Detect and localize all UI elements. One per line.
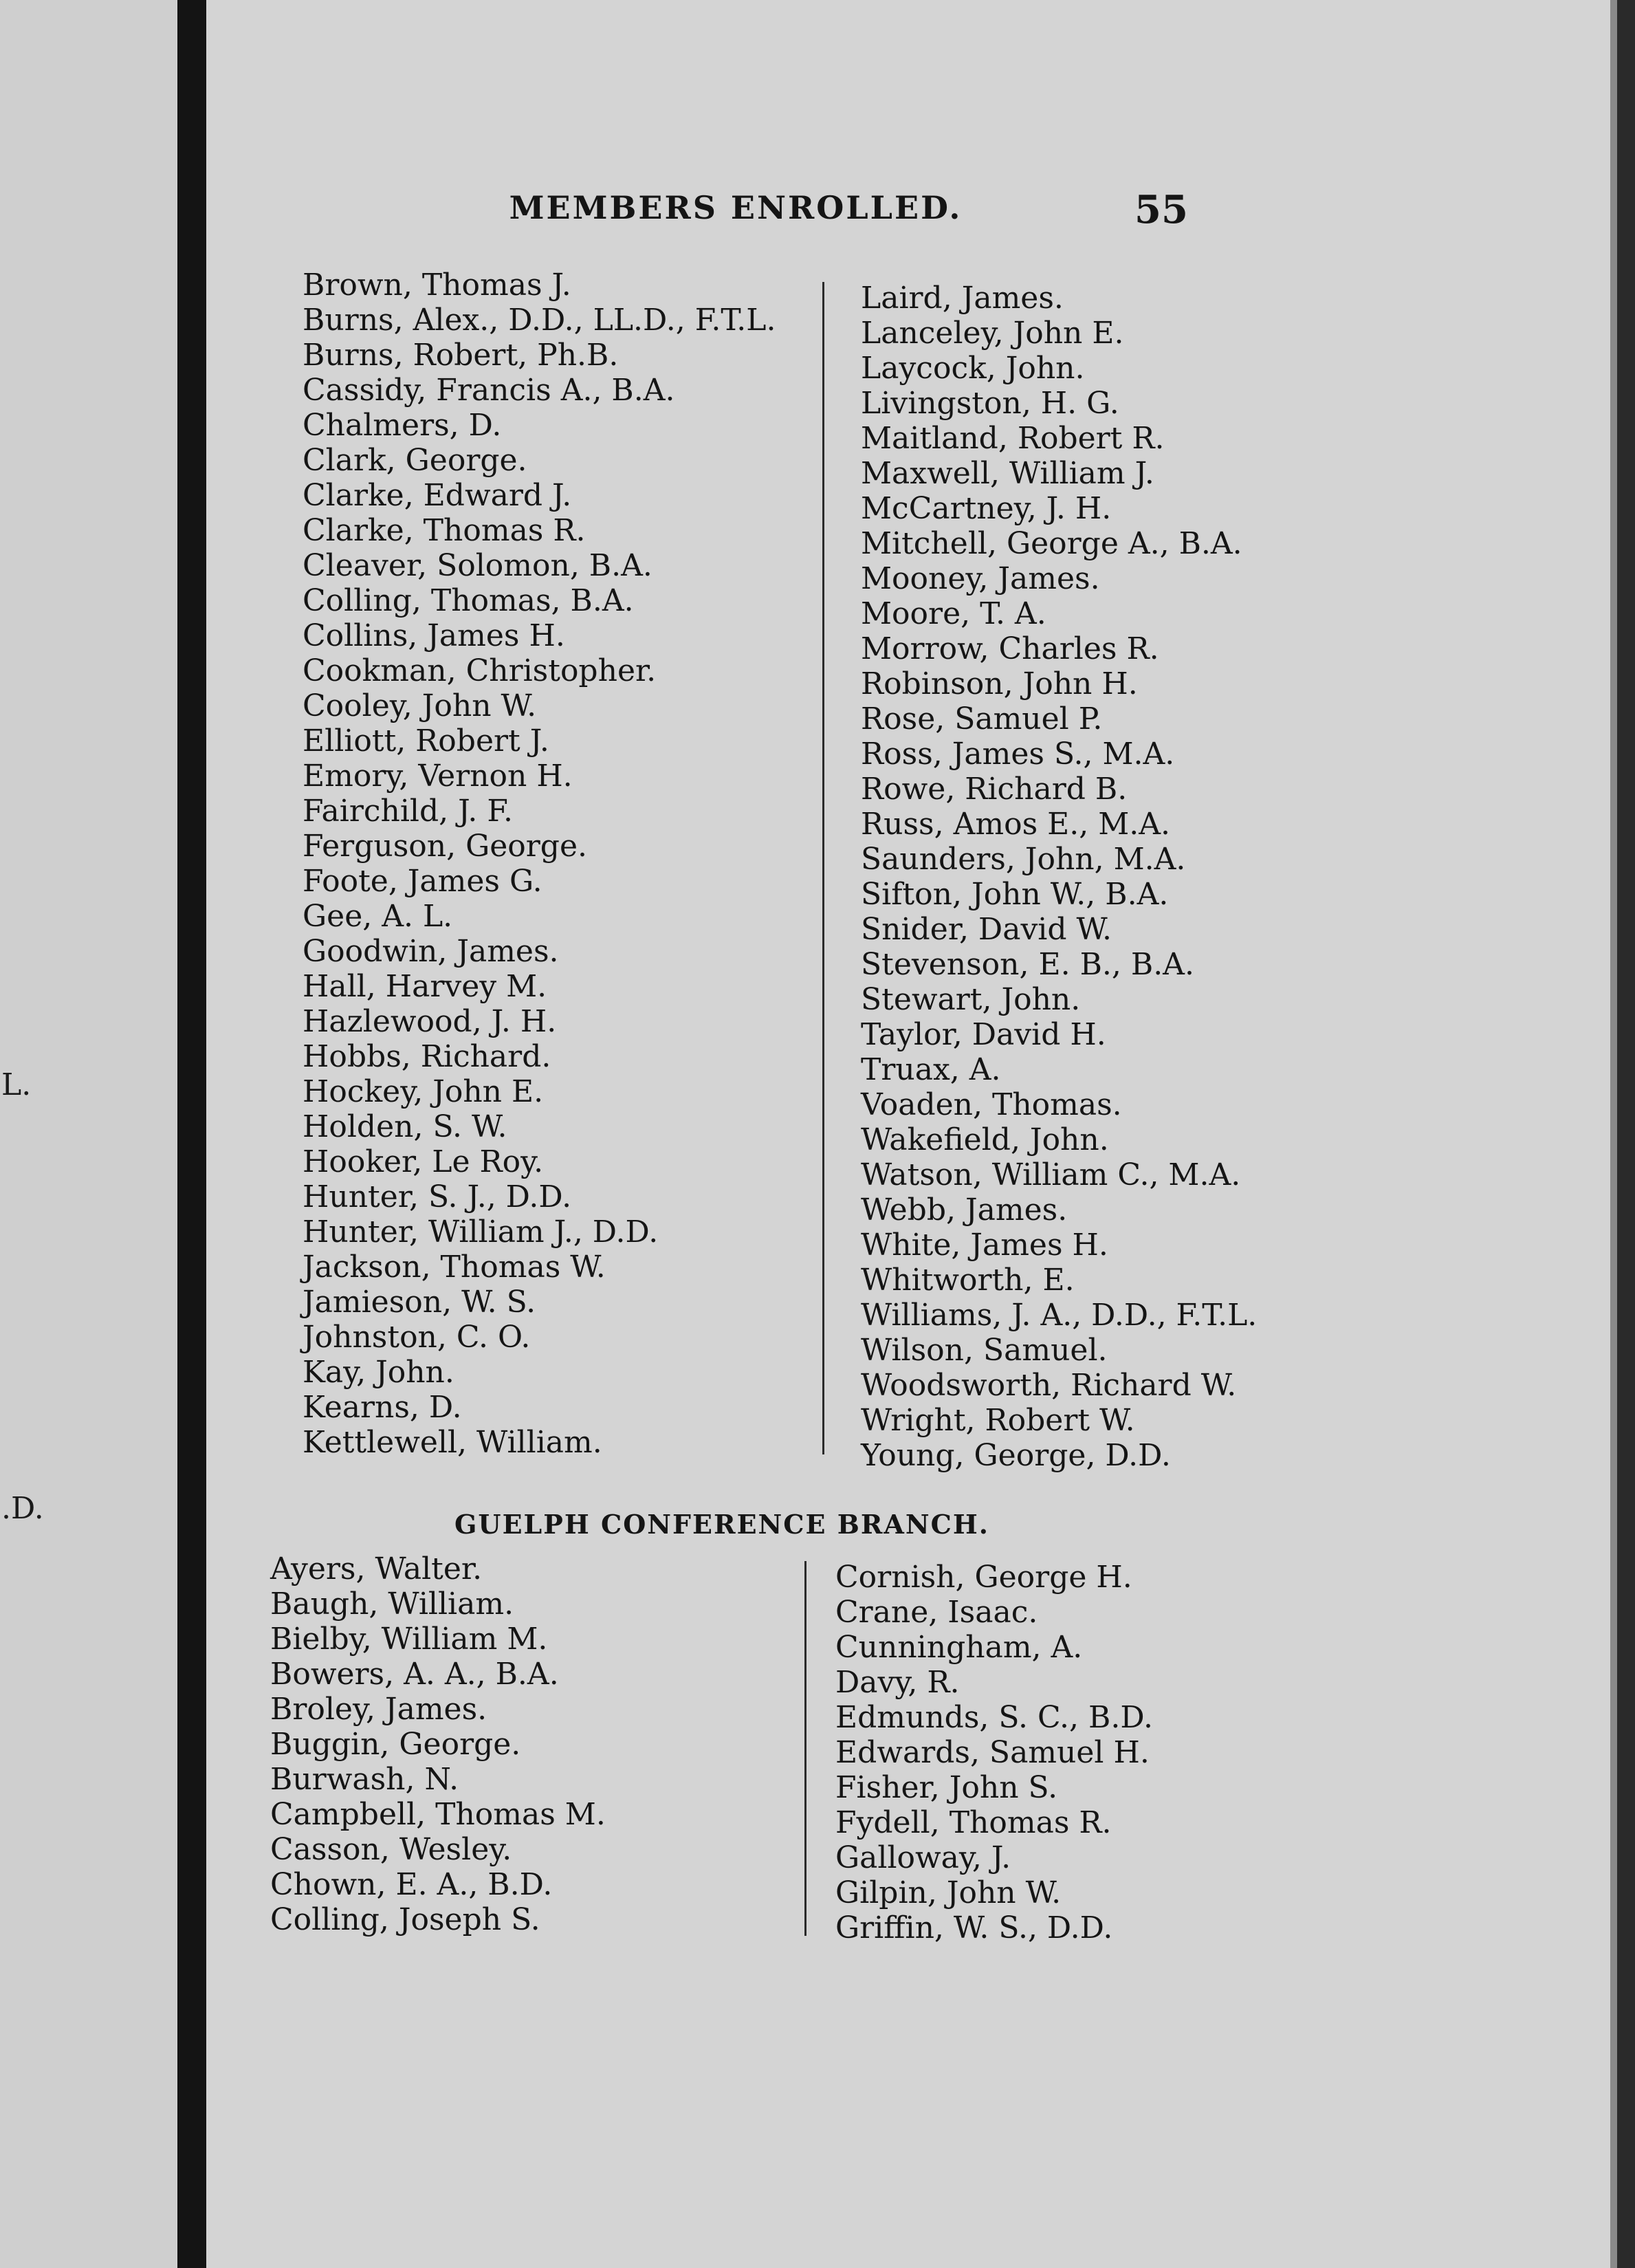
member-entry: Jamieson, W. S. [303,1285,536,1320]
member-entry: Cassidy, Francis A., B.A. [303,373,675,408]
member-entry: Sifton, John W., B.A. [861,877,1169,912]
member-entry: Cooley, John W. [303,688,537,723]
member-entry: Hall, Harvey M. [303,969,547,1004]
member-entry: Ferguson, George. [303,829,587,864]
member-entry: Chalmers, D. [303,408,502,443]
member-entry: Ayers, Walter. [270,1551,483,1586]
member-entry: Crane, Isaac. [835,1595,1038,1630]
member-entry: Clarke, Edward J. [303,478,572,513]
member-entry: Johnston, C. O. [303,1320,531,1355]
member-entry: Edwards, Samuel H. [835,1735,1150,1770]
member-entry: Morrow, Charles R. [861,631,1159,666]
member-entry: Burwash, N. [270,1762,459,1797]
member-entry: Hazlewood, J. H. [303,1004,557,1039]
member-entry: Russ, Amos E., M.A. [861,807,1171,842]
facing-page-edge [0,0,177,2268]
section-heading: GUELPH CONFERENCE BRANCH. [454,1509,989,1540]
member-entry: Colling, Thomas, B.A. [303,583,634,618]
member-entry: Cunningham, A. [835,1630,1083,1665]
member-entry: Young, George, D.D. [861,1438,1171,1473]
member-entry: Campbell, Thomas M. [270,1797,606,1832]
member-entry: Voaden, Thomas. [861,1087,1122,1122]
member-entry: Gilpin, John W. [835,1875,1062,1910]
member-entry: McCartney, J. H. [861,491,1112,526]
column-divider [822,282,824,1454]
member-entry: Clark, George. [303,443,527,478]
member-entry: Hunter, S. J., D.D. [303,1179,572,1214]
member-entry: Kettlewell, William. [303,1425,602,1460]
member-entry: Wakefield, John. [861,1122,1109,1157]
member-entry: Colling, Joseph S. [270,1902,540,1937]
member-entry: Broley, James. [270,1692,487,1727]
member-entry: White, James H. [861,1228,1108,1263]
member-entry: Burns, Robert, Ph.B. [303,338,619,373]
member-entry: Stevenson, E. B., B.A. [861,947,1194,982]
member-entry: Taylor, David H. [861,1017,1106,1052]
member-entry: Wilson, Samuel. [861,1333,1108,1368]
page-number: 55 [1134,187,1188,232]
member-entry: Holden, S. W. [303,1109,507,1144]
member-entry: Buggin, George. [270,1727,521,1762]
member-entry: Fisher, John S. [835,1770,1058,1805]
member-entry: Mooney, James. [861,561,1100,596]
section2-left-column [270,1551,606,1937]
member-entry: Cleaver, Solomon, B.A. [303,548,652,583]
member-entry: Webb, James. [861,1192,1068,1228]
member-entry: Williams, J. A., D.D., F.T.L. [861,1298,1258,1333]
member-entry: Lanceley, John E. [861,316,1124,351]
member-entry: Galloway, J. [835,1840,1011,1875]
facing-page-fragment: .D. [1,1491,44,1526]
section1-right-column [861,281,1257,1473]
member-entry: Hobbs, Richard. [303,1039,551,1074]
member-entry: Saunders, John, M.A. [861,842,1186,877]
member-entry: Clarke, Thomas R. [303,513,586,548]
member-entry: Jackson, Thomas W. [303,1250,606,1285]
member-entry: Hooker, Le Roy. [303,1144,544,1179]
section2-right-column [835,1560,1153,1945]
member-entry: Goodwin, James. [303,934,559,969]
member-entry: Watson, William C., M.A. [861,1157,1241,1192]
member-entry: Bielby, William M. [270,1622,548,1657]
member-entry: Edmunds, S. C., B.D. [835,1700,1154,1735]
member-entry: Laycock, John. [861,351,1085,386]
member-entry: Hunter, William J., D.D. [303,1214,659,1250]
member-entry: Rowe, Richard B. [861,772,1128,807]
member-entry: Davy, R. [835,1665,960,1700]
member-entry: Fydell, Thomas R. [835,1805,1112,1840]
member-entry: Chown, E. A., B.D. [270,1867,553,1902]
member-entry: Mitchell, George A., B.A. [861,526,1242,561]
member-entry: Fairchild, J. F. [303,794,514,829]
column-divider [804,1561,806,1936]
member-entry: Emory, Vernon H. [303,759,573,794]
member-entry: Cookman, Christopher. [303,653,657,688]
member-entry: Elliott, Robert J. [303,723,549,759]
member-entry: Maitland, Robert R. [861,421,1165,456]
member-entry: Maxwell, William J. [861,456,1154,491]
member-entry: Snider, David W. [861,912,1112,947]
member-entry: Brown, Thomas J. [303,268,571,303]
member-entry: Collins, James H. [303,618,565,653]
book-gutter [177,0,206,2268]
member-entry: Burns, Alex., D.D., LL.D., F.T.L. [303,303,776,338]
page-edge-stack [1610,0,1617,2268]
member-entry: Hockey, John E. [303,1074,544,1109]
facing-page-fragment: L. [1,1067,32,1102]
member-entry: Casson, Wesley. [270,1832,512,1867]
member-entry: Laird, James. [861,281,1064,316]
member-entry: Whitworth, E. [861,1263,1075,1298]
member-entry: Robinson, John H. [861,666,1138,701]
member-entry: Foote, James G. [303,864,542,899]
member-entry: Woodsworth, Richard W. [861,1368,1237,1403]
section1-left-column [303,268,776,1460]
member-entry: Moore, T. A. [861,596,1046,631]
member-entry: Truax, A. [861,1052,1001,1087]
member-entry: Ross, James S., M.A. [861,737,1175,772]
member-entry: Wright, Robert W. [861,1403,1135,1438]
member-entry: Rose, Samuel P. [861,701,1103,737]
member-entry: Bowers, A. A., B.A. [270,1657,559,1692]
member-entry: Kearns, D. [303,1390,462,1425]
member-entry: Baugh, William. [270,1586,514,1622]
running-header: MEMBERS ENROLLED. [509,189,963,226]
member-entry: Livingston, H. G. [861,386,1119,421]
member-entry: Kay, John. [303,1355,454,1390]
member-entry: Cornish, George H. [835,1560,1132,1595]
member-entry: Gee, A. L. [303,899,453,934]
member-entry: Stewart, John. [861,982,1081,1017]
member-entry: Griffin, W. S., D.D. [835,1910,1113,1945]
